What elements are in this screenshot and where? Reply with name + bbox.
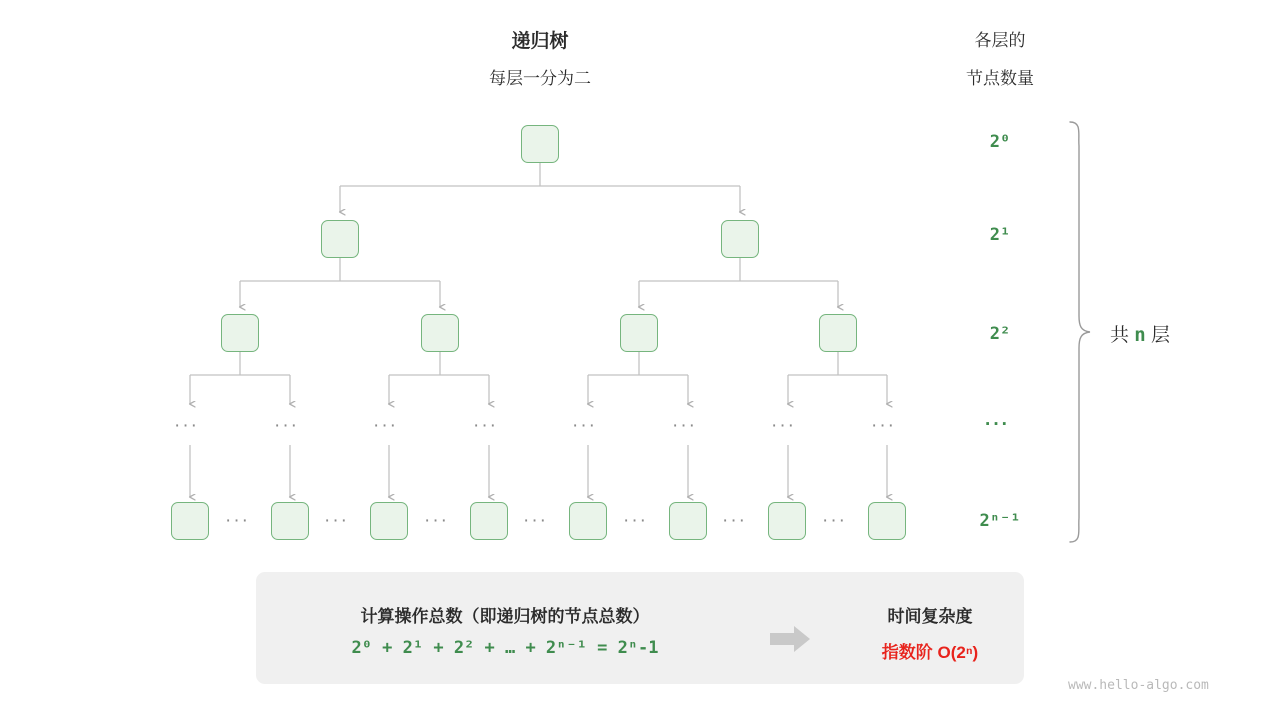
tree-node	[421, 314, 459, 352]
tree-node	[620, 314, 658, 352]
tree-node	[321, 220, 359, 258]
tree-ellipsis: ···	[174, 415, 199, 436]
tree-ellipsis: ···	[871, 415, 896, 436]
tree-node	[868, 502, 906, 540]
tree-node	[221, 314, 259, 352]
page-subtitle: 每层一分为二	[489, 69, 591, 88]
summary-right-value: 指数阶 O(2ⁿ)	[881, 643, 979, 662]
tree-ellipsis: ···	[572, 415, 597, 436]
level-count-2: 2²	[989, 324, 1011, 344]
right-header-line2: 节点数量	[966, 69, 1034, 88]
leaf-ellipsis: ···	[324, 510, 349, 531]
leaf-ellipsis: ···	[623, 510, 648, 531]
summary-left-title: 计算操作总数（即递归树的节点总数）	[360, 607, 650, 626]
leaf-ellipsis: ···	[424, 510, 449, 531]
tree-ellipsis: ···	[373, 415, 398, 436]
summary-left-formula: 2⁰ + 2¹ + 2² + … + 2ⁿ⁻¹ = 2ⁿ-1	[351, 638, 659, 658]
level-count-ellipsis: ···	[985, 414, 1010, 435]
tree-ellipsis: ···	[771, 415, 796, 436]
tree-node	[669, 502, 707, 540]
brace-icon	[1068, 120, 1102, 544]
tree-ellipsis: ···	[274, 415, 299, 436]
total-layers-prefix: 共	[1110, 325, 1130, 346]
summary-panel	[256, 572, 1024, 684]
summary-right-title: 时间复杂度	[887, 607, 973, 626]
tree-ellipsis: ···	[672, 415, 697, 436]
tree-node	[569, 502, 607, 540]
level-count-1: 2¹	[989, 225, 1011, 245]
watermark: www.hello-algo.com	[1068, 678, 1209, 693]
leaf-ellipsis: ···	[523, 510, 548, 531]
total-layers-label	[1110, 320, 1170, 347]
tree-node	[171, 502, 209, 540]
level-count-last: 2ⁿ⁻¹	[979, 511, 1021, 531]
tree-ellipsis: ···	[473, 415, 498, 436]
tree-node	[721, 220, 759, 258]
tree-node	[271, 502, 309, 540]
total-layers-suffix: 层	[1151, 325, 1171, 346]
tree-node	[768, 502, 806, 540]
level-count-0: 2⁰	[989, 132, 1011, 152]
leaf-ellipsis: ···	[722, 510, 747, 531]
tree-node	[470, 502, 508, 540]
page-title: 递归树	[511, 31, 569, 52]
total-layers-var: n	[1134, 324, 1146, 346]
leaf-ellipsis: ···	[822, 510, 847, 531]
tree-node	[819, 314, 857, 352]
tree-node	[521, 125, 559, 163]
right-header-line1: 各层的	[974, 31, 1026, 50]
leaf-ellipsis: ···	[225, 510, 250, 531]
tree-node	[370, 502, 408, 540]
